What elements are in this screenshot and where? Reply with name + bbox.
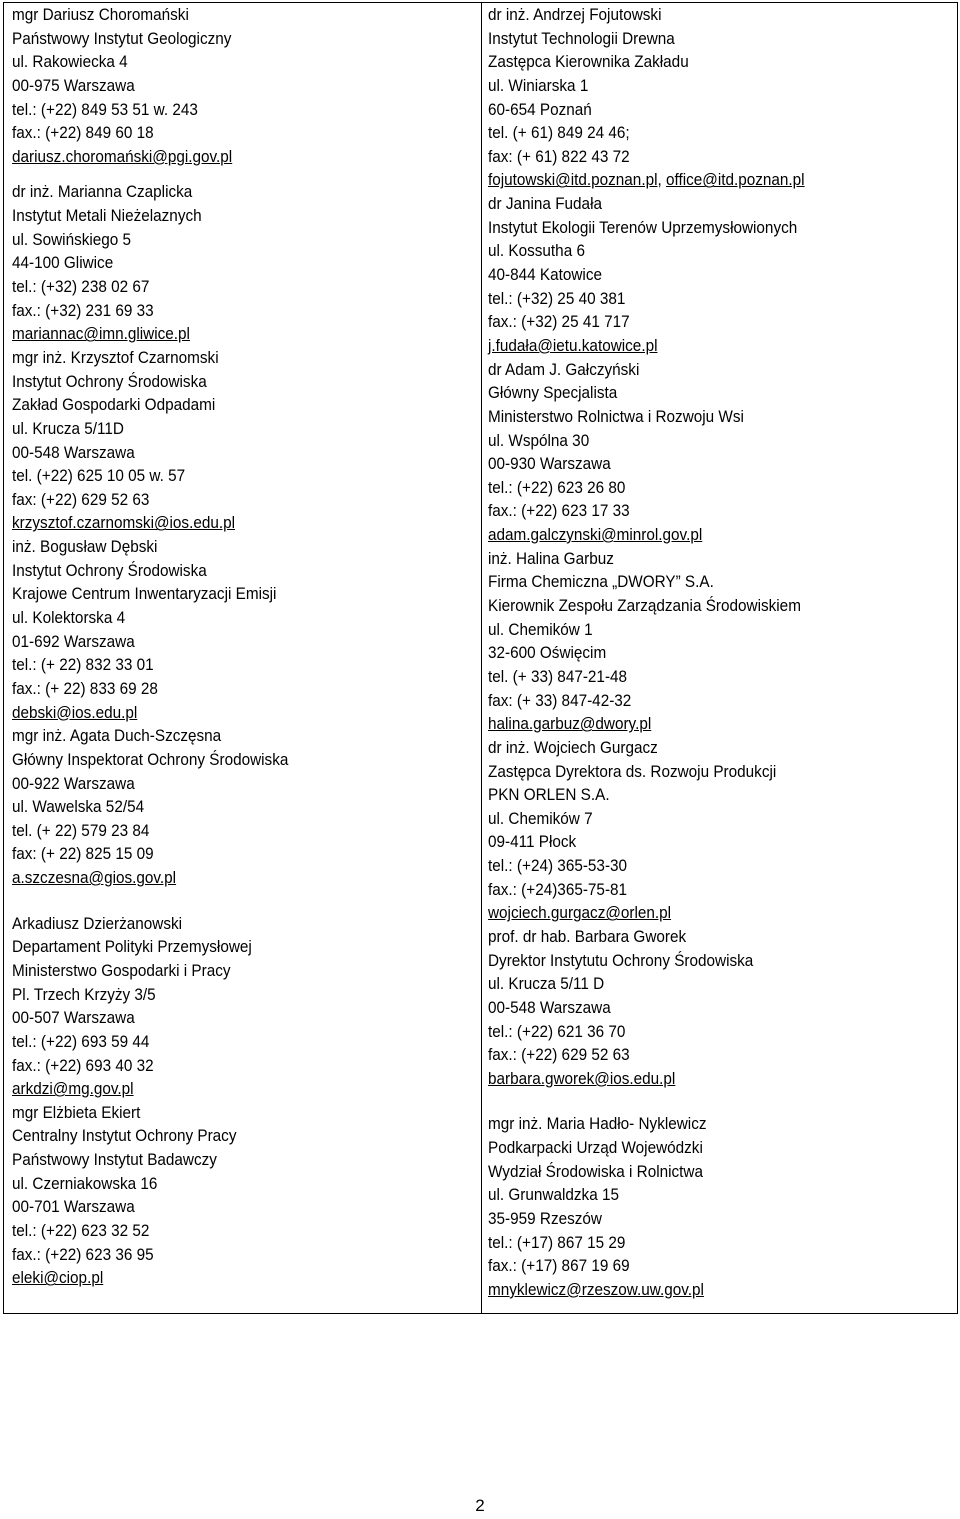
contact-table: [3, 2, 958, 1314]
contact-line: tel. (+ 22) 579 23 84: [12, 820, 150, 840]
contact-line: Zastępca Dyrektora ds. Rozwoju Produkcji: [488, 761, 777, 781]
contact-email-line: [488, 334, 910, 358]
email-link[interactable]: debski@ios.edu.pl: [12, 702, 138, 722]
contact-line: fax.: (+22) 623 17 33: [488, 501, 630, 521]
email-link[interactable]: j.fudała@ietu.katowice.pl: [488, 335, 658, 355]
contact-entry: [12, 346, 481, 535]
contact-line: Podkarpacki Urząd Wojewódzki: [488, 1138, 703, 1158]
email-link[interactable]: a.szczesna@gios.gov.pl: [12, 868, 177, 888]
contact-line: tel. (+ 61) 849 24 46;: [488, 123, 630, 143]
contact-line: 01-692 Warszawa: [12, 631, 135, 651]
contact-email-line: [488, 1278, 910, 1302]
contact-line: Wydział Środowiska i Rolnictwa: [488, 1161, 703, 1181]
contact-line: ul. Rakowiecka 4: [12, 52, 128, 72]
contact-email-line: [12, 1266, 434, 1290]
contact-line: Zakład Gospodarki Odpadami: [12, 395, 216, 415]
contact-email-line: [12, 322, 434, 346]
spacer: [12, 168, 481, 180]
contact-name: inż. Bogusław Dębski: [12, 537, 158, 557]
contact-line: ul. Winiarska 1: [488, 75, 589, 95]
contact-name: mgr Dariusz Choromański: [12, 5, 189, 24]
contact-name: mgr inż. Maria Hadło- Nyklewicz: [488, 1114, 707, 1134]
contact-email-line: [488, 1067, 910, 1091]
contact-line: ul. Krucza 5/11 D: [488, 974, 605, 994]
contact-line: fax.: (+22) 849 60 18: [12, 123, 154, 143]
contact-line: Instytut Ekologii Terenów Uprzemysłowionych: [488, 217, 798, 237]
email-link[interactable]: mariannac@imn.gliwice.pl: [12, 324, 190, 344]
contact-name: dr Adam J. Gałczyński: [488, 359, 640, 379]
contact-line: Instytut Ochrony Środowiska: [12, 371, 207, 391]
contact-name: dr inż. Andrzej Fojutowski: [488, 5, 662, 24]
contact-line: tel.: (+17) 867 15 29: [488, 1232, 626, 1252]
spacer: [488, 1090, 957, 1112]
contact-entry: [12, 1101, 481, 1290]
contact-line: ul. Kolektorska 4: [12, 608, 126, 628]
contact-email-line: [488, 901, 910, 925]
contact-line: ul. Krucza 5/11D: [12, 418, 124, 438]
contact-line: 00-975 Warszawa: [12, 75, 135, 95]
contact-line: 00-930 Warszawa: [488, 454, 611, 474]
contact-name: inż. Halina Garbuz: [488, 548, 614, 568]
contact-email-line: [12, 511, 434, 535]
contact-line: tel.: (+32) 238 02 67: [12, 277, 150, 297]
email-link[interactable]: krzysztof.czarnomski@ios.edu.pl: [12, 513, 236, 533]
contact-line: tel.: (+ 22) 832 33 01: [12, 655, 154, 675]
contact-line: PKN ORLEN S.A.: [488, 785, 610, 805]
contact-line: 35-959 Rzeszów: [488, 1209, 602, 1229]
contact-entry: [488, 925, 957, 1090]
contact-line: Główny Inspektorat Ochrony Środowiska: [12, 749, 289, 769]
contact-line: 44-100 Gliwice: [12, 253, 114, 273]
contact-line: tel.: (+32) 25 40 381: [488, 288, 626, 308]
contact-line: fax.: (+22) 629 52 63: [488, 1045, 630, 1065]
contact-entry: [488, 1112, 957, 1301]
contact-line: tel.: (+22) 621 36 70: [488, 1021, 626, 1041]
contact-line: Zastępca Kierownika Zakładu: [488, 52, 689, 72]
email-link[interactable]: eleki@ciop.pl: [12, 1268, 104, 1288]
contact-line: fax.: (+22) 623 36 95: [12, 1244, 154, 1264]
contact-name: dr inż. Marianna Czaplicka: [12, 182, 193, 202]
email-link[interactable]: mnyklewicz@rzeszow.uw.gov.pl: [488, 1279, 704, 1299]
contact-entry: [12, 180, 481, 345]
contact-entry: [12, 3, 481, 168]
contact-line: ul. Chemików 7: [488, 808, 593, 828]
contact-name: dr inż. Wojciech Gurgacz: [488, 737, 658, 757]
email-link[interactable]: halina.garbuz@dwory.pl: [488, 714, 652, 734]
contact-line: Główny Specjalista: [488, 383, 618, 403]
contact-name: dr Janina Fudała: [488, 194, 602, 214]
contact-email-line: [12, 701, 434, 725]
contact-name: mgr inż. Krzysztof Czarnomski: [12, 347, 219, 367]
contact-line: fax.: (+22) 693 40 32: [12, 1055, 154, 1075]
contact-line: tel.: (+22) 623 26 80: [488, 477, 626, 497]
email-link[interactable]: adam.galczynski@minrol.gov.pl: [488, 525, 703, 545]
email-link[interactable]: office@itd.poznan.pl: [665, 170, 805, 190]
contact-line: Ministerstwo Rolnictwa i Rozwoju Wsi: [488, 406, 744, 426]
contact-entry: [488, 358, 957, 547]
contact-line: tel.: (+24) 365-53-30: [488, 856, 628, 876]
email-separator: ,: [657, 170, 666, 190]
contact-line: Państwowy Instytut Badawczy: [12, 1150, 217, 1170]
contact-name: Arkadiusz Dzierżanowski: [12, 913, 183, 933]
email-link[interactable]: fojutowski@itd.poznan.pl: [488, 170, 658, 190]
contact-line: Pl. Trzech Krzyży 3/5: [12, 984, 156, 1004]
contact-entry: [12, 912, 481, 1101]
email-link[interactable]: barbara.gworek@ios.edu.pl: [488, 1068, 676, 1088]
contact-line: fax.: (+32) 25 41 717: [488, 312, 630, 332]
contact-email-line: [488, 523, 910, 547]
page-number: 2: [475, 1496, 485, 1515]
left-column: [4, 3, 482, 1313]
contact-line: fax: (+22) 629 52 63: [12, 489, 150, 509]
contact-line: tel.: (+22) 693 59 44: [12, 1031, 150, 1051]
contact-name: prof. dr hab. Barbara Gworek: [488, 926, 687, 946]
contact-line: 00-507 Warszawa: [12, 1008, 135, 1028]
contact-line: Instytut Technologii Drewna: [488, 28, 675, 48]
contact-line: ul. Sowińskiego 5: [12, 229, 132, 249]
contact-email-line: [488, 712, 910, 736]
contact-line: ul. Chemików 1: [488, 619, 593, 639]
email-link[interactable]: arkdzi@mg.gov.pl: [12, 1079, 134, 1099]
contact-email-line: [12, 1077, 434, 1101]
contact-line: tel.: (+22) 623 32 52: [12, 1221, 150, 1241]
contact-line: fax.: (+32) 231 69 33: [12, 300, 154, 320]
contact-line: 00-701 Warszawa: [12, 1197, 135, 1217]
spacer: [12, 890, 481, 912]
contact-line: 00-922 Warszawa: [12, 773, 135, 793]
contact-entry: [488, 192, 957, 357]
contact-line: Państwowy Instytut Geologiczny: [12, 28, 232, 48]
contact-line: ul. Czerniakowska 16: [12, 1173, 158, 1193]
contact-line: fax: (+ 22) 825 15 09: [12, 844, 154, 864]
contact-line: Departament Polityki Przemysłowej: [12, 937, 252, 957]
contact-line: ul. Grunwaldzka 15: [488, 1185, 619, 1205]
email-link[interactable]: dariusz.choromański@pgi.gov.pl: [12, 146, 233, 166]
contact-line: Instytut Ochrony Środowiska: [12, 560, 207, 580]
right-column: [482, 3, 957, 1313]
contact-entry: [488, 3, 957, 192]
email-link[interactable]: wojciech.gurgacz@orlen.pl: [488, 903, 672, 923]
contact-name: mgr Elżbieta Ekiert: [12, 1102, 141, 1122]
contact-line: fax: (+ 33) 847-42-32: [488, 690, 632, 710]
contact-line: ul. Kossutha 6: [488, 241, 585, 261]
contact-line: 09-411 Płock: [488, 832, 577, 852]
contact-line: ul. Wspólna 30: [488, 430, 590, 450]
contact-line: Dyrektor Instytutu Ochrony Środowiska: [488, 950, 754, 970]
contact-line: tel. (+ 33) 847-21-48: [488, 666, 628, 686]
contact-line: Ministerstwo Gospodarki i Pracy: [12, 960, 231, 980]
contact-line: tel.: (+22) 849 53 51 w. 243: [12, 99, 198, 119]
contact-line: Instytut Metali Nieżelaznych: [12, 206, 202, 226]
contact-line: fax: (+ 61) 822 43 72: [488, 146, 630, 166]
contact-entry: [12, 535, 481, 724]
contact-line: fax.: (+17) 867 19 69: [488, 1256, 630, 1276]
contact-line: 32-600 Oświęcim: [488, 643, 607, 663]
contact-line: fax.: (+24)365-75-81: [488, 879, 628, 899]
contact-entry: [488, 736, 957, 925]
contact-line: ul. Wawelska 52/54: [12, 797, 145, 817]
contact-name: mgr inż. Agata Duch-Szczęsna: [12, 726, 222, 746]
contact-email-line: [12, 866, 434, 890]
contact-line: Firma Chemiczna „DWORY” S.A.: [488, 572, 714, 592]
contact-entry: [12, 724, 481, 889]
contact-entry: [488, 547, 957, 736]
contact-line: Krajowe Centrum Inwentaryzacji Emisji: [12, 584, 277, 604]
contact-line: Kierownik Zespołu Zarządzania Środowiskiem: [488, 596, 801, 616]
contact-line: 60-654 Poznań: [488, 99, 592, 119]
contact-line: 00-548 Warszawa: [488, 997, 611, 1017]
contact-email-line: [488, 168, 910, 192]
contact-line: tel. (+22) 625 10 05 w. 57: [12, 466, 186, 486]
contact-line: Centralny Instytut Ochrony Pracy: [12, 1126, 237, 1146]
contact-line: 40-844 Katowice: [488, 265, 602, 285]
contact-line: fax.: (+ 22) 833 69 28: [12, 678, 158, 698]
contact-email-line: [12, 145, 434, 169]
contact-line: 00-548 Warszawa: [12, 442, 135, 462]
